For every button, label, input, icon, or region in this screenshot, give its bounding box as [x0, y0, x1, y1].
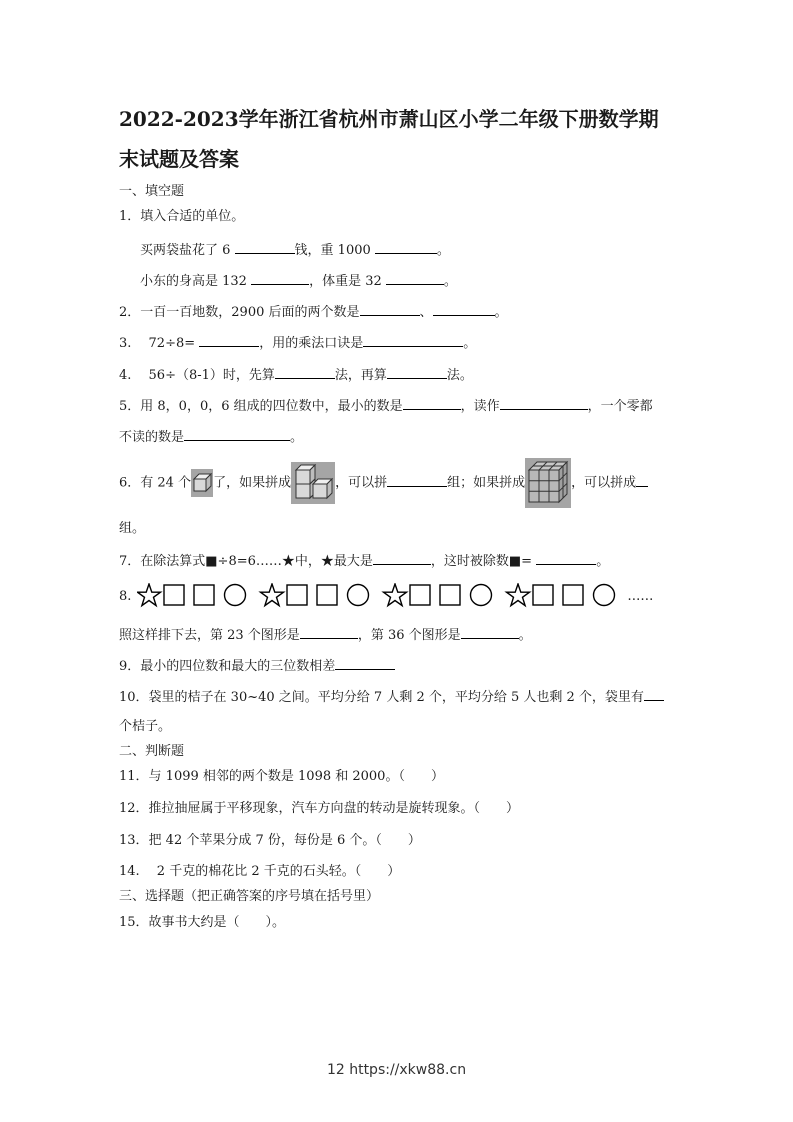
question-text: ，第 36 个图形是 — [357, 628, 461, 643]
answer-blank[interactable] — [275, 365, 335, 379]
question-text: 7．在除法算式■÷8=6……★中，★最大是 — [119, 554, 373, 569]
question-10 — [119, 687, 664, 707]
question-text: 。 — [436, 243, 450, 258]
answer-blank[interactable] — [636, 473, 648, 487]
question-5 — [119, 396, 653, 416]
question-text: 了，如果拼成 — [213, 475, 292, 491]
square-shape — [164, 585, 184, 605]
question-14 — [119, 863, 400, 881]
square-shape — [533, 585, 553, 605]
ellipsis: …… — [627, 588, 654, 604]
question-number: 8. — [119, 588, 132, 604]
question-text: 5．用 8，0，0，6 组成的四位数中，最小的数是 — [119, 399, 403, 414]
question-text: 。 — [596, 554, 610, 569]
question-text: ，读作 — [460, 399, 500, 414]
question-text: ） — [430, 769, 444, 784]
circle-shape — [348, 585, 369, 606]
question-text: 、 — [419, 305, 433, 320]
question-text: 。 — [443, 274, 457, 289]
question-text: ） — [387, 864, 401, 879]
circle-shape — [225, 585, 246, 606]
question-text: ，一个零都 — [587, 399, 653, 414]
question-text: 。 — [463, 336, 477, 351]
square-shape — [410, 585, 430, 605]
question-text: ） — [407, 833, 421, 848]
question-text: 12．推拉抽屉属于平移现象，汽车方向盘的转动是旋转现象。（ — [119, 801, 481, 816]
answer-blank[interactable] — [363, 333, 463, 347]
star-shape — [261, 584, 284, 606]
question-text: ） — [506, 801, 520, 816]
question-text: ，可以拼 — [335, 475, 388, 491]
question-10-cont: 个桔子。 — [119, 719, 172, 734]
question-text: 照这样排下去，第 23 个图形是 — [119, 628, 300, 643]
answer-blank[interactable] — [184, 427, 290, 441]
question-15 — [119, 914, 285, 932]
star-shape — [384, 584, 407, 606]
page-title-line2: 末试题及答案 — [119, 147, 239, 171]
question-2 — [119, 302, 508, 322]
question-text: 4. 56÷（8-1）时，先算 — [119, 368, 275, 383]
large-cube-figure — [525, 458, 571, 508]
answer-blank[interactable] — [387, 365, 447, 379]
question-text: ，体重是 32 — [309, 274, 386, 289]
question-1-line-b — [140, 271, 457, 291]
star-shape — [138, 584, 161, 606]
question-text: ，可以拼成 — [571, 475, 637, 491]
question-text: 9．最小的四位数和最大的三位数相差 — [119, 659, 336, 674]
answer-blank[interactable] — [199, 333, 259, 347]
square-shape — [317, 585, 337, 605]
answer-blank[interactable] — [387, 473, 447, 487]
answer-blank[interactable] — [360, 302, 420, 316]
question-text: ，用的乘法口诀是 — [259, 336, 364, 351]
answer-blank[interactable] — [403, 396, 461, 410]
question-text: ，这时被除数■= — [430, 554, 537, 569]
question-1-line-a — [140, 240, 450, 260]
question-3 — [119, 333, 476, 353]
section-choice-heading: 三、选择题（把正确答案的序号填在括号里） — [119, 889, 380, 904]
answer-blank[interactable] — [433, 302, 495, 316]
question-text: 买两袋盐花了 6 — [140, 243, 235, 258]
square-shape — [563, 585, 583, 605]
question-text: 。 — [290, 430, 304, 445]
answer-blank[interactable] — [644, 687, 664, 701]
answer-blank[interactable] — [373, 551, 431, 565]
three-cube-figure — [291, 462, 335, 504]
answer-blank[interactable] — [536, 551, 596, 565]
question-text: 。 — [494, 305, 508, 320]
square-shape — [194, 585, 214, 605]
question-text: 6．有 24 个 — [119, 475, 192, 491]
single-cube-figure — [191, 469, 213, 497]
shape-pattern — [137, 583, 647, 609]
question-text: 13．把 42 个苹果分成 7 份，每份是 6 个。（ — [119, 833, 382, 848]
question-8-text — [119, 625, 532, 645]
star-shape — [507, 584, 530, 606]
question-8-shape-sequence — [119, 583, 653, 609]
question-text: 10．袋里的桔子在 30~40 之间。平均分给 7 人剩 2 个，平均分给 5 人也剩 2 个，袋里有 — [119, 690, 644, 705]
question-text: 组；如果拼成 — [447, 475, 526, 491]
question-9 — [119, 656, 395, 676]
question-text: 小东的身高是 132 — [140, 274, 252, 289]
answer-blank[interactable] — [300, 625, 358, 639]
answer-blank[interactable] — [251, 271, 309, 285]
circle-shape — [471, 585, 492, 606]
question-1-stem: 1．填入合适的单位。 — [119, 209, 245, 224]
answer-blank[interactable] — [386, 271, 444, 285]
question-11 — [119, 768, 444, 786]
section-judgement-heading: 二、判断题 — [119, 744, 185, 759]
question-4 — [119, 365, 473, 385]
page-title: 2022-2023学年浙江省杭州市萧山区小学二年级下册数学期 — [119, 107, 659, 131]
question-13 — [119, 832, 421, 850]
question-7 — [119, 551, 609, 571]
question-5-cont — [119, 427, 303, 447]
question-text: 2．一百一百地数，2900 后面的两个数是 — [119, 305, 360, 320]
question-text: 不读的数是 — [119, 430, 185, 445]
square-shape — [440, 585, 460, 605]
answer-blank[interactable] — [500, 396, 588, 410]
question-text: 钱，重 1000 — [294, 243, 375, 258]
question-text: 法，再算 — [334, 368, 387, 383]
question-12 — [119, 800, 519, 818]
answer-blank[interactable] — [235, 240, 295, 254]
question-text: 11．与 1099 相邻的两个数是 1098 和 2000。（ — [119, 769, 405, 784]
question-text: ）。 — [265, 915, 286, 930]
answer-blank[interactable] — [335, 656, 395, 670]
question-text: 15．故事书大约是（ — [119, 915, 240, 930]
question-text: 法。 — [446, 368, 473, 383]
square-shape — [287, 585, 307, 605]
question-text: 。 — [518, 628, 532, 643]
question-6 — [119, 458, 648, 508]
circle-shape — [594, 585, 615, 606]
answer-blank[interactable] — [461, 625, 519, 639]
question-text: 14. 2 千克的棉花比 2 千克的石头轻。（ — [119, 864, 362, 879]
section-fill-in-heading: 一、填空题 — [119, 184, 185, 199]
page-footer: 12 https://xkw88.cn — [326, 1062, 467, 1078]
question-text: 3. 72÷8= — [119, 336, 200, 351]
answer-blank[interactable] — [375, 240, 437, 254]
question-6-cont: 组。 — [119, 521, 146, 536]
